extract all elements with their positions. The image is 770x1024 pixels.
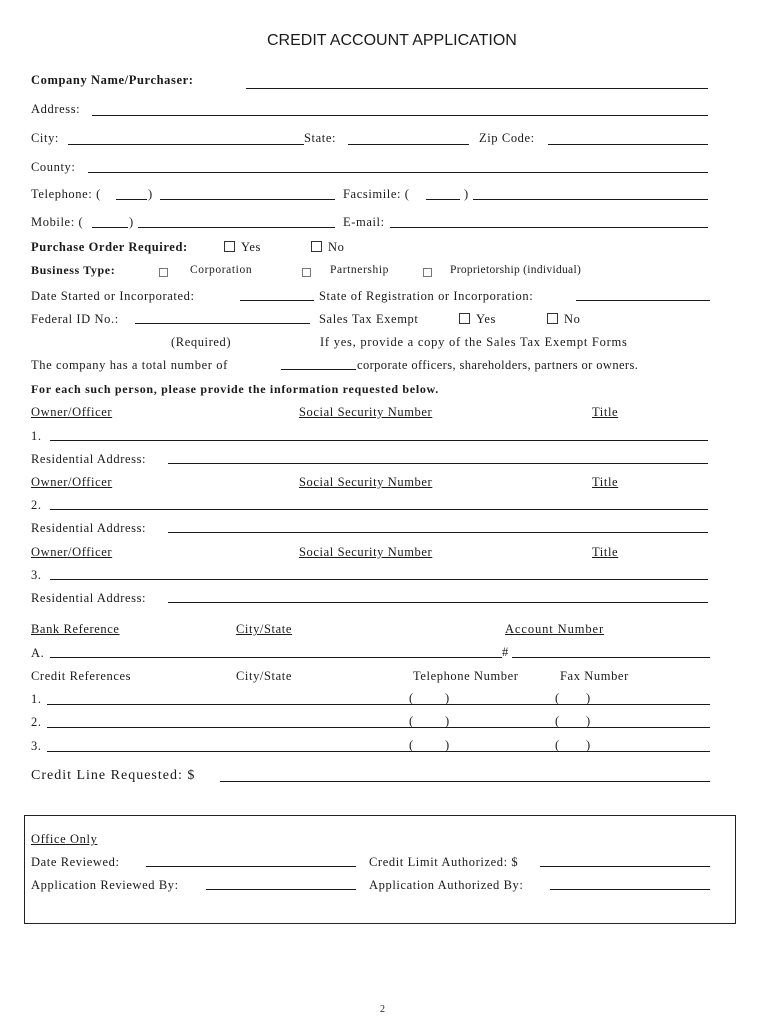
officer-number-2: 2.: [31, 498, 42, 512]
zip-label: Zip Code:: [479, 131, 535, 145]
credit-ref-3-fax-close: ): [586, 738, 591, 752]
sales-tax-yes-option[interactable]: [459, 312, 496, 326]
purchase-order-label: Purchase Order Required:: [31, 240, 188, 254]
bank-account-number-header: Account Number: [505, 622, 605, 636]
owner-officer-header-3: Owner/Officer: [31, 545, 113, 559]
credit-limit-label: Credit Limit Authorized: $: [369, 855, 519, 869]
email-field[interactable]: [390, 227, 708, 228]
credit-ref-number-3: 3.: [31, 739, 42, 753]
officers-total-suffix: corporate officers, shareholders, partners or owners.: [357, 358, 639, 372]
county-field[interactable]: [88, 172, 708, 173]
credit-ref-2-fax-open: (: [555, 714, 560, 728]
sales-tax-no-label: No: [564, 312, 581, 326]
business-type-proprietorship-label: Proprietorship (individual): [450, 264, 582, 276]
title-header-3: Title: [592, 545, 619, 559]
credit-ref-1-phone-open: (: [409, 691, 414, 705]
credit-ref-2-phone-close: ): [445, 714, 450, 728]
county-label: County:: [31, 160, 76, 174]
officer-3-field[interactable]: [50, 579, 708, 580]
purchase-order-no-checkbox[interactable]: [311, 241, 322, 252]
facsimile-field[interactable]: [473, 199, 708, 200]
bank-account-hash: #: [502, 645, 509, 659]
officer-number-3: 3.: [31, 568, 42, 582]
owner-officer-header-1: Owner/Officer: [31, 405, 113, 419]
copy-note: If yes, provide a copy of the Sales Tax Exempt Forms: [320, 335, 628, 349]
business-type-partnership-label: Partnership: [330, 264, 389, 276]
federal-id-label: Federal ID No.:: [31, 312, 119, 326]
facsimile-label: Facsimile: (: [343, 187, 410, 201]
residential-address-field-3[interactable]: [168, 602, 708, 603]
state-label: State:: [304, 131, 337, 145]
city-field[interactable]: [68, 144, 304, 145]
federal-id-field[interactable]: [135, 323, 310, 324]
page-title: CREDIT ACCOUNT APPLICATION: [267, 32, 517, 49]
officer-1-field[interactable]: [50, 440, 708, 441]
zip-field[interactable]: [548, 144, 708, 145]
state-registration-field[interactable]: [576, 300, 710, 301]
owner-officer-header-2: Owner/Officer: [31, 475, 113, 489]
officer-number-1: 1.: [31, 429, 42, 443]
sales-tax-exempt-label: Sales Tax Exempt: [319, 312, 419, 326]
mobile-paren-close: ): [129, 215, 134, 229]
credit-references-header: Credit References: [31, 669, 132, 683]
company-name-field[interactable]: [246, 88, 708, 89]
credit-fax-header: Fax Number: [560, 669, 629, 683]
purchase-order-no-label: No: [328, 240, 345, 254]
sales-tax-no-option[interactable]: [547, 312, 580, 326]
sales-tax-no-checkbox[interactable]: [547, 313, 558, 324]
credit-ref-1-field[interactable]: [47, 704, 710, 705]
mobile-area-code-field[interactable]: [92, 227, 128, 228]
credit-line-field[interactable]: [220, 781, 710, 782]
credit-telephone-header: Telephone Number: [413, 669, 519, 683]
date-started-label: Date Started or Incorporated:: [31, 289, 195, 303]
facsimile-area-code-field[interactable]: [426, 199, 460, 200]
bank-reference-field[interactable]: [50, 657, 502, 658]
credit-ref-number-2: 2.: [31, 715, 42, 729]
ssn-header-1: Social Security Number: [299, 405, 433, 419]
credit-line-label: Credit Line Requested: $: [31, 768, 196, 783]
officers-total-field[interactable]: [281, 369, 356, 370]
reviewed-by-field[interactable]: [206, 889, 356, 890]
credit-ref-2-field[interactable]: [47, 727, 710, 728]
credit-ref-1-phone-close: ): [445, 691, 450, 705]
business-type-corporation-label: Corporation: [190, 264, 253, 276]
business-type-partnership-checkbox[interactable]: [302, 263, 317, 281]
date-reviewed-field[interactable]: [146, 866, 356, 867]
authorized-by-label: Application Authorized By:: [369, 878, 524, 892]
page-number: 2: [380, 1004, 385, 1015]
bank-row-label: A.: [31, 646, 45, 660]
credit-city-state-header: City/State: [236, 669, 292, 683]
telephone-paren-close: ): [148, 187, 153, 201]
credit-ref-number-1: 1.: [31, 692, 42, 706]
bank-city-state-header: City/State: [236, 622, 292, 636]
city-label: City:: [31, 131, 60, 145]
reviewed-by-label: Application Reviewed By:: [31, 878, 179, 892]
required-note: (Required): [171, 335, 232, 349]
residential-address-field-2[interactable]: [168, 532, 708, 533]
date-reviewed-label: Date Reviewed:: [31, 855, 120, 869]
mobile-field[interactable]: [138, 227, 335, 228]
purchase-order-no-option[interactable]: [311, 240, 344, 254]
mobile-label: Mobile: (: [31, 215, 84, 229]
credit-ref-1-fax-open: (: [555, 691, 560, 705]
facsimile-paren-close: ): [464, 187, 469, 201]
company-name-label: Company Name/Purchaser:: [31, 73, 194, 87]
residential-address-label-3: Residential Address:: [31, 591, 147, 605]
credit-ref-1-fax-close: ): [586, 691, 591, 705]
bank-account-field[interactable]: [512, 657, 710, 658]
title-header-2: Title: [592, 475, 619, 489]
credit-ref-3-phone-open: (: [409, 738, 414, 752]
address-field[interactable]: [92, 115, 708, 116]
credit-ref-3-phone-close: ): [445, 738, 450, 752]
officers-total-prefix: The company has a total number of: [31, 358, 228, 372]
ssn-header-3: Social Security Number: [299, 545, 433, 559]
residential-address-label-2: Residential Address:: [31, 521, 147, 535]
state-field[interactable]: [348, 144, 469, 145]
date-started-field[interactable]: [240, 300, 314, 301]
authorized-by-field[interactable]: [550, 889, 710, 890]
office-only-header: Office Only: [31, 832, 98, 846]
address-label: Address:: [31, 102, 81, 116]
sales-tax-yes-checkbox[interactable]: [459, 313, 470, 324]
telephone-field[interactable]: [160, 199, 335, 200]
office-only-box: [24, 815, 736, 924]
credit-ref-3-field[interactable]: [47, 751, 710, 752]
state-registration-label: State of Registration or Incorporation:: [319, 289, 534, 303]
purchase-order-yes-option[interactable]: [224, 240, 261, 254]
business-type-proprietorship-checkbox[interactable]: [423, 263, 438, 281]
ssn-header-2: Social Security Number: [299, 475, 433, 489]
title-header-1: Title: [592, 405, 619, 419]
residential-address-label-1: Residential Address:: [31, 452, 147, 466]
credit-ref-2-fax-close: ): [586, 714, 591, 728]
business-type-label: Business Type:: [31, 263, 116, 277]
email-label: E-mail:: [343, 215, 385, 229]
purchase-order-yes-checkbox[interactable]: [224, 241, 235, 252]
credit-limit-field[interactable]: [540, 866, 710, 867]
telephone-label: Telephone: (: [31, 187, 101, 201]
credit-ref-2-phone-open: (: [409, 714, 414, 728]
purchase-order-yes-label: Yes: [241, 240, 261, 254]
officer-2-field[interactable]: [50, 509, 708, 510]
residential-address-field-1[interactable]: [168, 463, 708, 464]
bank-reference-header: Bank Reference: [31, 622, 120, 636]
credit-ref-3-fax-open: (: [555, 738, 560, 752]
sales-tax-yes-label: Yes: [476, 312, 496, 326]
telephone-area-code-field[interactable]: [116, 199, 147, 200]
officers-instruction: For each such person, please provide the information requested below.: [31, 382, 439, 396]
business-type-corporation-checkbox[interactable]: [159, 263, 174, 281]
